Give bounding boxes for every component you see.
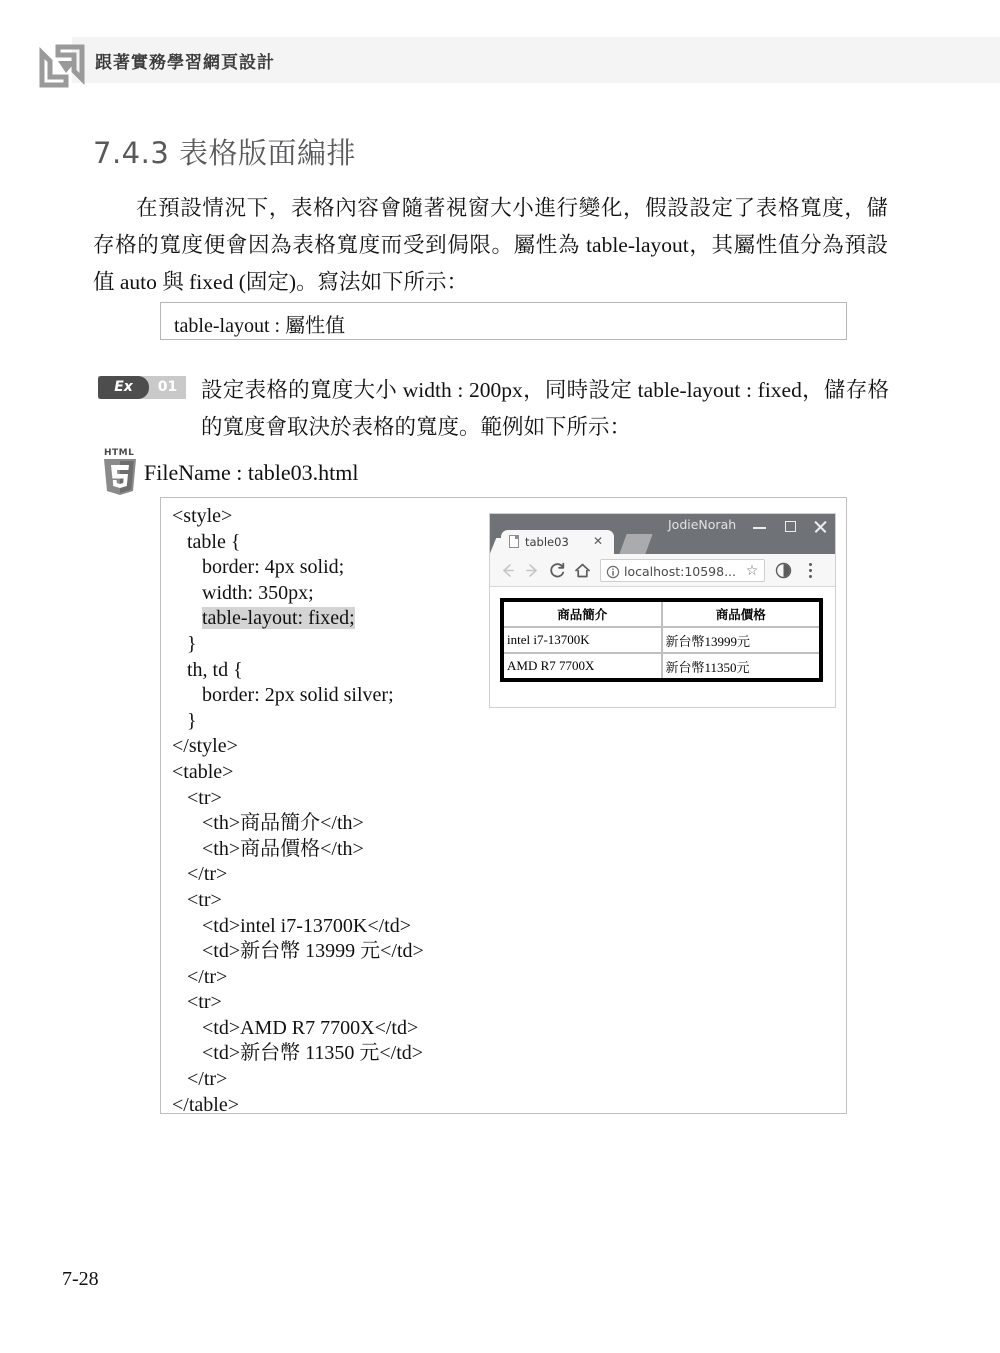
example-badge bbox=[98, 376, 186, 399]
filename-label: FileName : table03.html bbox=[144, 460, 359, 485]
table-cell: 新台幣13999元 bbox=[662, 627, 822, 653]
browser-tab-table03[interactable] bbox=[501, 530, 614, 554]
profile-avatar-icon[interactable] bbox=[775, 562, 792, 579]
code-line: <tr> bbox=[172, 888, 222, 911]
syntax-box-text: table-layout : 屬性值 bbox=[174, 315, 346, 337]
code-line: <tr> bbox=[172, 786, 222, 809]
page-header bbox=[0, 37, 1000, 83]
address-bar[interactable] bbox=[600, 559, 765, 582]
browser-toolbar bbox=[490, 554, 835, 587]
code-line: <td>intel i7-13700K</td> bbox=[172, 914, 411, 937]
code-line: } bbox=[172, 632, 197, 655]
address-bar-url: localhost:10598... bbox=[624, 564, 737, 579]
table-row bbox=[502, 627, 821, 653]
code-line: border: 4px solid; bbox=[172, 556, 345, 579]
html5-logo-icon bbox=[100, 444, 140, 498]
code-listing bbox=[172, 504, 424, 1118]
code-line: <th>商品簡介</th> bbox=[172, 812, 364, 835]
code-line: </table> bbox=[172, 1093, 239, 1116]
three-dot-menu-icon[interactable] bbox=[808, 561, 814, 580]
forward-arrow-icon[interactable] bbox=[523, 561, 542, 580]
page-number: 7-28 bbox=[62, 1268, 99, 1290]
code-line: </tr> bbox=[172, 965, 228, 988]
page-favicon-icon bbox=[509, 535, 519, 548]
section-heading: 7.4.3 表格版面編排 bbox=[93, 136, 357, 170]
table-cell: intel i7-13700K bbox=[502, 627, 662, 653]
code-line: width: 350px; bbox=[172, 581, 314, 604]
code-line: <th>商品價格</th> bbox=[172, 837, 364, 860]
table-row bbox=[502, 653, 821, 680]
code-line: <td>AMD R7 7700X</td> bbox=[172, 1016, 419, 1039]
home-icon[interactable] bbox=[573, 561, 592, 580]
svg-text:HTML: HTML bbox=[104, 448, 135, 458]
maximize-icon[interactable] bbox=[778, 516, 804, 536]
body-paragraph: 在預設情況下，表格內容會隨著視窗大小進行變化，假設設定了表格寬度，儲存格的寬度便會因為表格寬度而受到侷限。屬性為 table-layout，其屬性值分為預設值 auto 與 fixed (固定)。寫法如下所示： bbox=[93, 196, 888, 294]
code-line bbox=[172, 606, 424, 632]
browser-titlebar bbox=[490, 514, 835, 554]
reload-icon[interactable] bbox=[548, 561, 567, 580]
browser-window-screenshot bbox=[489, 513, 836, 708]
browser-profile-name: JodieNorah bbox=[668, 517, 737, 532]
table-cell: AMD R7 7700X bbox=[502, 653, 662, 680]
code-line: <tr> bbox=[172, 991, 222, 1014]
book-logo-icon bbox=[36, 39, 88, 93]
browser-viewport bbox=[490, 587, 835, 707]
code-line: </tr> bbox=[172, 1068, 228, 1091]
header-title: 跟著實務學習網頁設計 bbox=[95, 53, 275, 73]
new-tab-icon[interactable] bbox=[619, 534, 652, 554]
minimize-icon[interactable] bbox=[747, 516, 773, 536]
back-arrow-icon[interactable] bbox=[498, 561, 517, 580]
table-header-row bbox=[502, 600, 821, 627]
code-line: </style> bbox=[172, 735, 238, 758]
close-icon[interactable] bbox=[807, 516, 833, 536]
code-line: <td>新台幣 13999 元</td> bbox=[172, 940, 424, 963]
table-cell: 新台幣11350元 bbox=[662, 653, 822, 680]
example-badge-label: Ex bbox=[98, 376, 149, 399]
bookmark-star-icon[interactable]: ☆ bbox=[745, 563, 759, 579]
table-header-cell: 商品價格 bbox=[662, 600, 822, 627]
table-header-cell: 商品簡介 bbox=[502, 600, 662, 627]
rendered-product-table bbox=[500, 598, 823, 682]
code-line: th, td { bbox=[172, 658, 243, 681]
code-line: </tr> bbox=[172, 863, 228, 886]
code-line: <style> bbox=[172, 505, 233, 527]
browser-tab-title: table03 bbox=[525, 535, 569, 549]
code-highlight: table-layout: fixed; bbox=[202, 607, 355, 630]
code-line: border: 2px solid silver; bbox=[172, 684, 394, 707]
example-badge-number: 01 bbox=[157, 379, 178, 395]
info-circle-icon[interactable] bbox=[606, 564, 620, 578]
example-text: 設定表格的寬度大小 width : 200px，同時設定 table-layout : fixed，儲存格的寬度會取決於表格的寬度。範例如下所示： bbox=[201, 378, 889, 439]
code-line: <table> bbox=[172, 760, 234, 783]
syntax-box bbox=[160, 302, 847, 340]
code-line: } bbox=[172, 709, 197, 732]
code-line: <td>新台幣 11350 元</td> bbox=[172, 1042, 424, 1065]
tab-close-icon[interactable]: ✕ bbox=[592, 534, 604, 548]
code-line: table { bbox=[172, 530, 241, 553]
